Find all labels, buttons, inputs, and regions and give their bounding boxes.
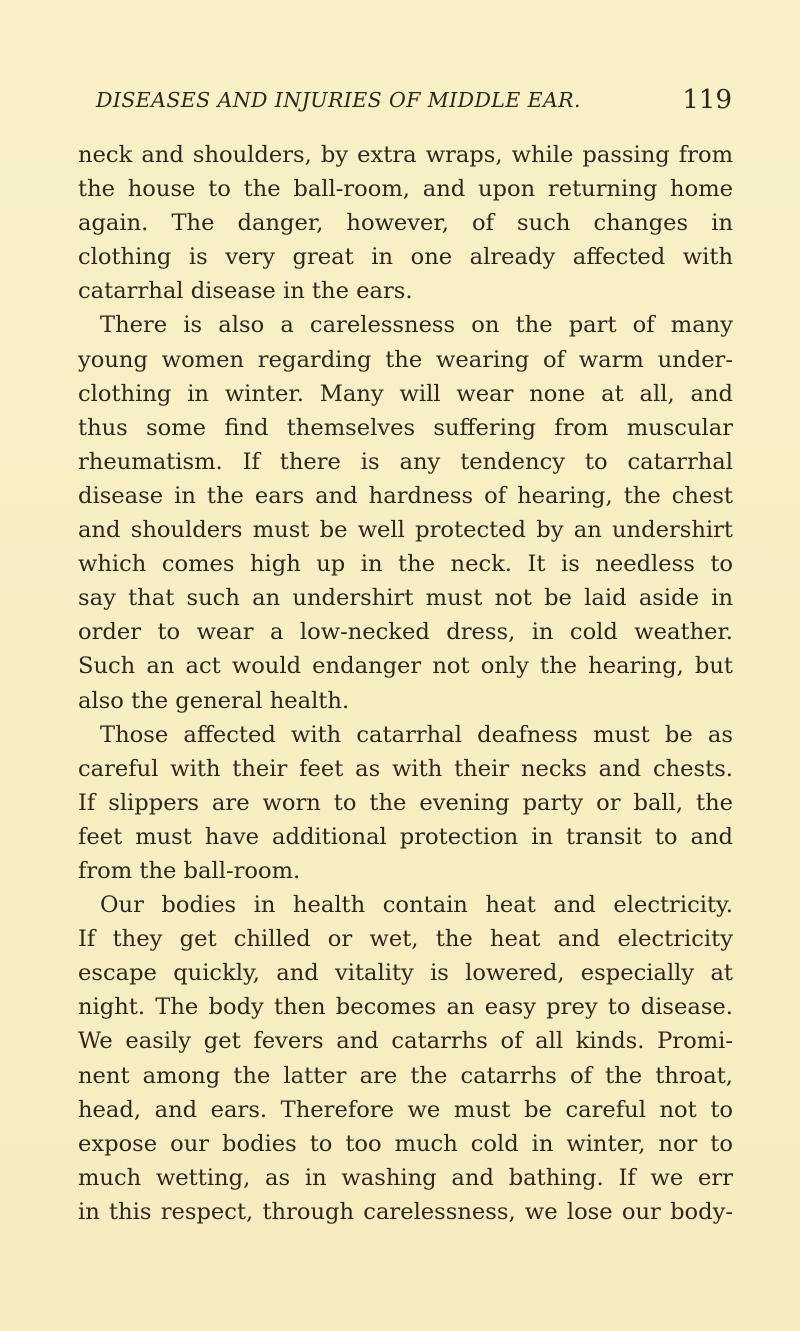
text-line: Those affected with catarrhal deafness must be as: [100, 721, 733, 748]
text-line: order to wear a low-necked dress, in cold weather.: [78, 619, 733, 646]
page-number: 119: [682, 85, 732, 115]
text-line: clothing in winter. Many will wear none at all, and: [78, 380, 733, 407]
text-line: expose our bodies to too much cold in winter, nor to: [78, 1130, 733, 1157]
text-line: neck and shoulders, by extra wraps, while passing from: [78, 142, 733, 168]
text-line: If slippers are worn to the evening party or ball, the: [78, 789, 733, 816]
text-line: and shoulders must be well protected by an undershirt: [78, 517, 733, 544]
text-line: also the general health.: [78, 687, 350, 714]
text-line: disease in the ears and hardness of hearing, the chest: [78, 482, 733, 509]
text-line: nent among the latter are the catarrhs of the throat,: [78, 1062, 733, 1089]
text-line: the house to the ball-room, and upon returning home: [78, 176, 733, 203]
text-line: thus some find themselves suffering from muscular: [78, 414, 733, 441]
text-line: much wetting, as in washing and bathing. If we err: [78, 1164, 733, 1191]
running-title: DISEASES AND INJURIES OF MIDDLE EAR.: [96, 88, 581, 112]
text-line: again. The danger, however, of such changes in: [78, 210, 733, 237]
text-line: We easily get fevers and catarrhs of all kinds. Promi-: [78, 1028, 733, 1055]
page-header: [96, 86, 732, 126]
text-line: in this respect, through carelessness, we lose our body-: [78, 1198, 733, 1225]
text-line: catarrhal disease in the ears.: [78, 278, 413, 305]
text-line: Our bodies in health contain heat and electricity.: [100, 892, 733, 919]
text-line: say that such an undershirt must not be laid aside in: [78, 585, 733, 612]
text-line: clothing is very great in one already affected with: [78, 244, 733, 271]
text-line: head, and ears. Therefore we must be careful not to: [78, 1096, 733, 1123]
text-line: night. The body then becomes an easy prey to disease.: [78, 994, 733, 1021]
text-line: feet must have additional protection in transit to and: [78, 823, 733, 850]
text-line: young women regarding the wearing of warm under-: [78, 346, 733, 373]
body-text: [78, 138, 733, 1229]
text-line: rheumatism. If there is any tendency to catarrhal: [78, 448, 733, 475]
text-line: Such an act would endanger not only the hearing, but: [78, 653, 733, 680]
text-line: which comes high up in the neck. It is needless to: [78, 551, 733, 578]
text-line: careful with their feet as with their necks and chests.: [78, 755, 733, 782]
text-line: from the ball-room.: [78, 857, 301, 884]
text-line: escape quickly, and vitality is lowered, especially at: [78, 960, 733, 987]
text-line: There is also a carelessness on the part of many: [100, 312, 733, 339]
text-line: If they get chilled or wet, the heat and electricity: [78, 926, 733, 953]
